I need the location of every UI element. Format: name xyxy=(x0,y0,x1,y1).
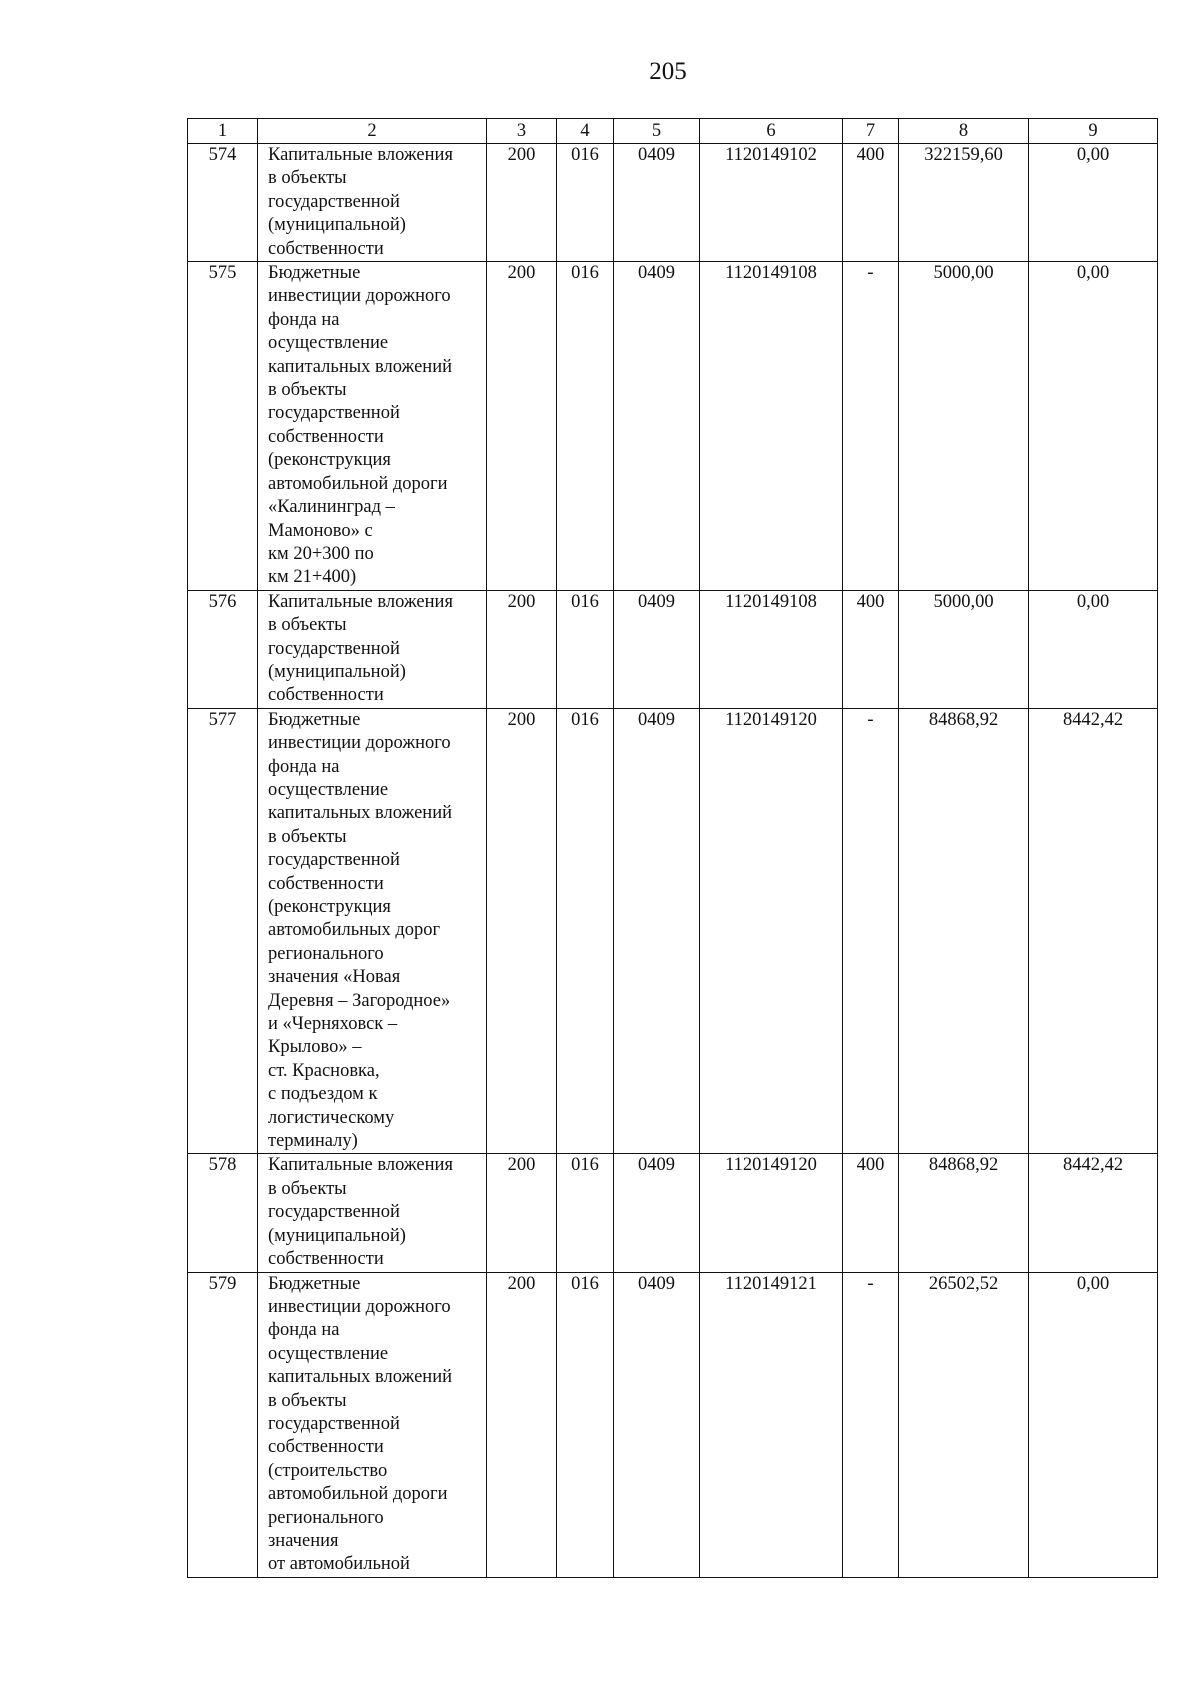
row-name-line: в объекты xyxy=(268,826,347,847)
row-name-cell xyxy=(258,144,487,262)
row-name-line: с подъездом к xyxy=(268,1084,378,1105)
row-name-line: фонда на xyxy=(268,309,340,330)
row-name-line: (реконструкция xyxy=(268,450,391,471)
row-col8-cell: 5000,00 xyxy=(899,262,1029,591)
row-name-line: (реконструкция xyxy=(268,897,391,917)
header-col-3: 3 xyxy=(487,119,557,144)
row-col6-cell: 1120149121 xyxy=(700,1272,843,1577)
row-col7-cell: 400 xyxy=(843,1154,899,1272)
row-col5-cell: 0409 xyxy=(614,708,700,1154)
row-name-line: государственной xyxy=(268,1202,400,1223)
row-name-line: ст. Красновка, xyxy=(268,1060,380,1081)
row-name-line: Капитальные вложения xyxy=(268,1155,453,1176)
row-name-line: Крылово» – xyxy=(268,1037,362,1058)
row-name-line: (муниципальной) xyxy=(268,1225,406,1246)
row-col5-cell: 0409 xyxy=(614,590,700,708)
table-row xyxy=(188,1272,1158,1577)
page-number: 205 xyxy=(649,58,687,85)
row-col6-cell: 1120149102 xyxy=(700,144,843,262)
header-col-2: 2 xyxy=(258,119,487,144)
row-name-line: осуществление xyxy=(268,333,389,354)
row-col9-cell: 0,00 xyxy=(1029,590,1158,708)
row-number-cell: 575 xyxy=(188,262,258,591)
row-name-line: инвестиции дорожного xyxy=(268,1296,451,1317)
row-col8-cell: 5000,00 xyxy=(899,590,1029,708)
header-col-7: 7 xyxy=(843,119,899,144)
row-col3-cell: 200 xyxy=(487,144,557,262)
row-name-line: осуществление xyxy=(268,1343,389,1364)
row-name-cell xyxy=(258,708,487,1154)
row-name-line: (муниципальной) xyxy=(268,661,406,682)
row-name-line: фонда на xyxy=(268,1320,340,1341)
row-name-line: государственной xyxy=(268,191,400,212)
row-name-line: Деревня – Загородное» xyxy=(268,990,451,1011)
row-name-line: капитальных вложений xyxy=(268,803,452,824)
row-col4-cell: 016 xyxy=(557,590,614,708)
table-header xyxy=(188,119,1158,144)
row-name-line: Капитальные вложения xyxy=(268,145,453,165)
row-col3-cell: 200 xyxy=(487,708,557,1154)
row-name-line: терминалу) xyxy=(268,1131,358,1152)
row-col6-cell: 1120149108 xyxy=(700,590,843,708)
row-col3-cell: 200 xyxy=(487,1272,557,1577)
row-name-line: собственности xyxy=(268,238,384,259)
header-row xyxy=(188,119,1158,144)
row-name-line: в объекты xyxy=(268,1390,347,1411)
row-name-line: в объекты xyxy=(268,168,347,189)
table-row xyxy=(188,708,1158,1154)
row-name-line: автомобильных дорог xyxy=(268,920,441,941)
row-name-line: Бюджетные xyxy=(268,709,361,730)
row-name-line: в объекты xyxy=(268,380,347,401)
row-name-line: логистическому xyxy=(268,1107,395,1128)
table-row xyxy=(188,262,1158,591)
table-body xyxy=(188,144,1158,1578)
row-name-line: значения xyxy=(268,1530,339,1551)
row-col6-cell: 1120149108 xyxy=(700,262,843,591)
row-col3-cell: 200 xyxy=(487,590,557,708)
row-col7-cell: - xyxy=(843,1272,899,1577)
row-name-line: км 20+300 по xyxy=(268,543,374,564)
row-name-line: капитальных вложений xyxy=(268,1367,452,1388)
row-col9-cell: 8442,42 xyxy=(1029,708,1158,1154)
row-number-cell: 579 xyxy=(188,1272,258,1577)
row-number-cell: 577 xyxy=(188,708,258,1154)
row-name-line: государственной xyxy=(268,850,400,871)
row-col9-cell: 0,00 xyxy=(1029,144,1158,262)
row-col6-cell: 1120149120 xyxy=(700,1154,843,1272)
row-name-line: Бюджетные xyxy=(268,263,361,284)
row-col7-cell: - xyxy=(843,262,899,591)
budget-table xyxy=(187,118,1158,1578)
row-col4-cell: 016 xyxy=(557,708,614,1154)
header-col-5: 5 xyxy=(614,119,700,144)
row-name-line: «Калининград – xyxy=(268,497,395,518)
table-row xyxy=(188,590,1158,708)
header-col-1: 1 xyxy=(188,119,258,144)
row-col9-cell: 0,00 xyxy=(1029,262,1158,591)
row-col8-cell: 84868,92 xyxy=(899,1154,1029,1272)
row-name-line: регионального xyxy=(268,1507,384,1528)
row-name-line: (строительство xyxy=(268,1460,388,1481)
row-name-line: собственности xyxy=(268,1249,384,1270)
row-col6-cell: 1120149120 xyxy=(700,708,843,1154)
row-name-line: капитальных вложений xyxy=(268,356,452,377)
row-number-cell: 574 xyxy=(188,144,258,262)
row-name-line: инвестиции дорожного xyxy=(268,286,451,307)
row-col4-cell: 016 xyxy=(557,262,614,591)
row-name-cell xyxy=(258,1272,487,1577)
row-col5-cell: 0409 xyxy=(614,1272,700,1577)
row-col7-cell: - xyxy=(843,708,899,1154)
row-name-line: собственности xyxy=(268,873,384,894)
row-col9-cell: 8442,42 xyxy=(1029,1154,1158,1272)
table-row xyxy=(188,144,1158,262)
row-name-line: в объекты xyxy=(268,615,347,636)
header-col-8: 8 xyxy=(899,119,1029,144)
header-col-6: 6 xyxy=(700,119,843,144)
row-name-line: км 21+400) xyxy=(268,567,357,588)
row-number-cell: 576 xyxy=(188,590,258,708)
row-name-cell xyxy=(258,262,487,591)
table-row xyxy=(188,1154,1158,1272)
row-number-cell: 578 xyxy=(188,1154,258,1272)
row-name-line: Капитальные вложения xyxy=(268,591,453,612)
row-name-line: государственной xyxy=(268,1413,400,1434)
row-name-line: автомобильной дороги xyxy=(268,473,448,494)
row-name-line: государственной xyxy=(268,638,400,659)
row-col8-cell: 322159,60 xyxy=(899,144,1029,262)
row-name-line: в объекты xyxy=(268,1178,347,1199)
row-name-line: (муниципальной) xyxy=(268,215,406,236)
row-col9-cell: 0,00 xyxy=(1029,1272,1158,1577)
row-name-line: фонда на xyxy=(268,756,340,777)
row-name-line: автомобильной дороги xyxy=(268,1484,448,1505)
row-name-line: осуществление xyxy=(268,779,389,800)
row-col5-cell: 0409 xyxy=(614,262,700,591)
header-col-4: 4 xyxy=(557,119,614,144)
row-name-line: регионального xyxy=(268,943,384,964)
row-col4-cell: 016 xyxy=(557,1154,614,1272)
row-name-line: от автомобильной xyxy=(268,1554,410,1575)
row-col4-cell: 016 xyxy=(557,1272,614,1577)
header-col-9: 9 xyxy=(1029,119,1158,144)
row-col3-cell: 200 xyxy=(487,262,557,591)
row-col4-cell: 016 xyxy=(557,144,614,262)
row-name-line: Мамоново» с xyxy=(268,520,373,541)
row-col7-cell: 400 xyxy=(843,144,899,262)
row-name-cell xyxy=(258,1154,487,1272)
row-name-cell xyxy=(258,590,487,708)
row-col5-cell: 0409 xyxy=(614,1154,700,1272)
row-name-line: собственности xyxy=(268,1437,384,1458)
row-col8-cell: 84868,92 xyxy=(899,708,1029,1154)
row-name-line: государственной xyxy=(268,403,400,424)
row-col5-cell: 0409 xyxy=(614,144,700,262)
row-name-line: значения «Новая xyxy=(268,967,401,988)
row-name-line: Бюджетные xyxy=(268,1273,361,1294)
row-name-line: инвестиции дорожного xyxy=(268,733,451,754)
row-col7-cell: 400 xyxy=(843,590,899,708)
row-name-line: собственности xyxy=(268,426,384,447)
row-name-line: и «Черняховск – xyxy=(268,1014,398,1035)
row-col8-cell: 26502,52 xyxy=(899,1272,1029,1577)
row-name-line: собственности xyxy=(268,685,384,706)
row-col3-cell: 200 xyxy=(487,1154,557,1272)
